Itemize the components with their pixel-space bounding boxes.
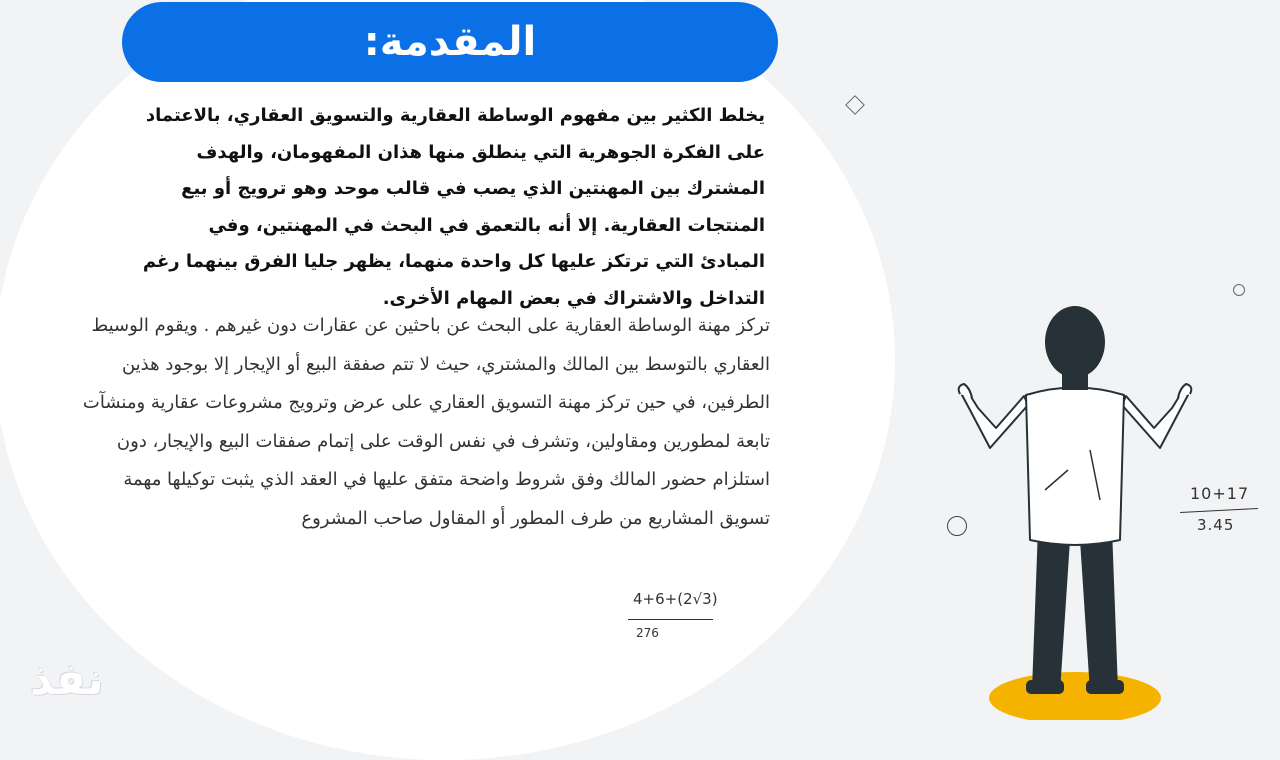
handwritten-numerator: 10+17: [1190, 484, 1250, 503]
watermark-logo: نفذ: [30, 654, 104, 705]
ground-shadow: [989, 672, 1161, 720]
intro-paragraph: يخلط الكثير بين مفهوم الوساطة العقارية والتسويق العقاري، بالاعتماد على الفكرة الجوهرية التي ينطلق منها هذان المفهومان، والهدف المشترك بين المهنتين الذي يصب في قالب موحد وهو ترويج أو بيع المنتجات العقارية. إلا أنه بالتعمق في البحث في المهنتين، وفي المبادئ التي ترتكز عليها كل واحدة منهما، يظهر جليا الفرق بينهما رغم التداخل والاشتراك في بعض المهام الأخرى.: [142, 105, 765, 309]
handwritten-formula: 4+6+(2√3): [633, 590, 718, 608]
man-illustration: [940, 300, 1200, 720]
body-paragraph: تركز مهنة الوساطة العقارية على البحث عن باحثين عن عقارات دون غيرهم . ويقوم الوسيط العقاري بالتوسط بين المالك والمشتري، حيث لا تتم صفقة البيع أو الإيجار إلا بوجود هذين الطرفين، في حين تركز مهنة التسويق العقاري على عرض وترويج مشروعات عقارية ومنشآت تابعة لمطورين ومقاولين، وتشرف في نفس الوقت على إتمام صفقات البيع والإيجار، دون استلزام حضور المالك وفق شروط واضحة متفق عليها في العقد الذي يثبت توكيلها مهمة تسويق المشاريع من طرف المطور أو المقاول صاحب المشروع: [82, 315, 770, 529]
right-leg: [1080, 528, 1118, 692]
head: [1045, 306, 1105, 378]
handwritten-root-value: 276: [636, 626, 659, 640]
left-leg: [1032, 528, 1070, 692]
title-banner: [122, 2, 778, 82]
diamond-decoration: [845, 95, 865, 115]
formula-line: [628, 619, 713, 620]
left-arm: [962, 392, 1028, 448]
page-title: المقدمة:: [363, 19, 537, 65]
small-circle-decoration: [1233, 284, 1245, 296]
shirt: [1026, 388, 1124, 546]
right-arm: [1122, 392, 1188, 448]
handwritten-denominator: 3.45: [1197, 516, 1235, 534]
